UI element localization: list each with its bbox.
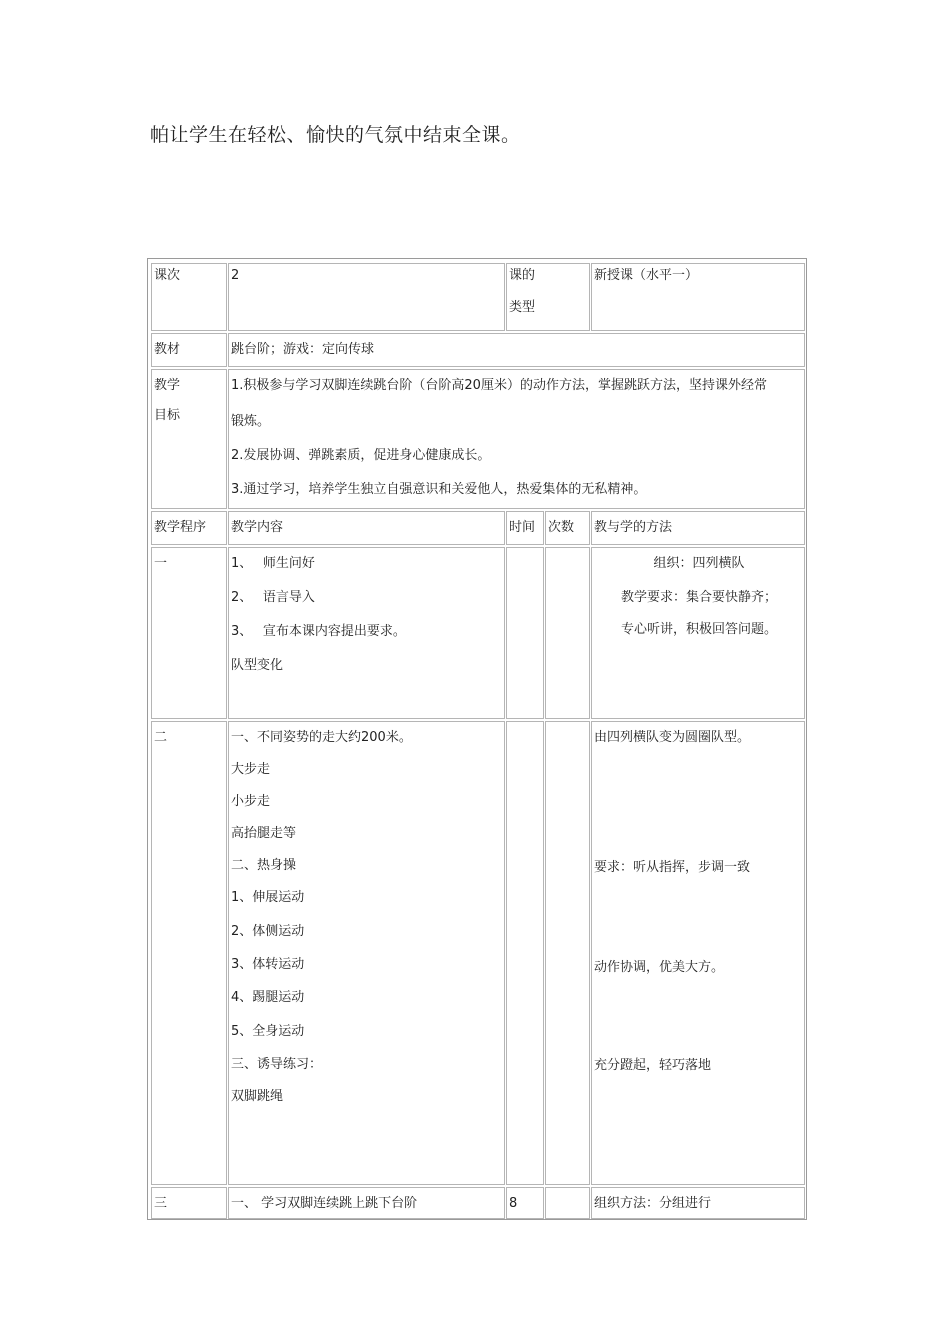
section-1-step: 一: [154, 556, 168, 571]
section-2-item: 二、热身操: [231, 858, 297, 873]
section-1-method-line: 组织：四列横队: [653, 556, 745, 571]
lesson-type-label-1: 课的: [509, 268, 536, 283]
section-3-time: 8: [509, 1196, 518, 1211]
header-procedure-label: 教学程序: [154, 520, 207, 535]
section-2-step-cell: [151, 721, 227, 1185]
goals-label-2: 目标: [154, 408, 181, 423]
section-3-method: 组织方法：分组进行: [594, 1196, 712, 1211]
section-1-step-cell: [151, 547, 227, 719]
section-2-content-cell: [228, 721, 505, 1185]
section-2-item: 3、体转运动: [231, 957, 305, 972]
section-1-time-cell: [506, 547, 544, 719]
goal-1-line-b: 锻炼。: [231, 414, 271, 429]
lesson-type-label-cell: [506, 263, 590, 331]
lesson-type-value-cell: [591, 263, 805, 331]
lesson-type-value: 新授课（水平一）: [594, 268, 699, 283]
material-value: 跳台阶；游戏：定向传球: [231, 342, 375, 357]
header-procedure: [151, 511, 227, 545]
section-1-content-cell: [228, 547, 505, 719]
section-1-item: 3、 宣布本课内容提出要求。: [231, 624, 406, 639]
section-2-time-cell: [506, 721, 544, 1185]
lesson-number-value: 2: [231, 268, 240, 283]
section-1-item: 队型变化: [231, 658, 284, 673]
goal-3: 3.通过学习，培养学生独立自强意识和关爱他人，热爱集体的无私精神。: [231, 482, 647, 497]
section-3-step-cell: [151, 1187, 227, 1219]
section-2-method-line: 动作协调，优美大方。: [594, 960, 725, 975]
goals-value-cell: [228, 369, 805, 509]
section-1-method-cell: [591, 547, 805, 719]
section-1-item: 2、 语言导入: [231, 590, 315, 605]
material-label: 教材: [154, 342, 181, 357]
header-count: [545, 511, 590, 545]
section-2-step: 二: [154, 730, 168, 745]
lesson-type-label-2: 类型: [509, 300, 536, 315]
header-content: [228, 511, 505, 545]
header-time: [506, 511, 544, 545]
section-1-method-line: 专心听讲，积极回答问题。: [620, 622, 777, 637]
section-1-count-cell: [545, 547, 590, 719]
header-content-label: 教学内容: [231, 520, 284, 535]
goal-2: 2.发展协调、弹跳素质，促进身心健康成长。: [231, 448, 491, 463]
section-3-time-cell: [506, 1187, 544, 1219]
section-2-item: 4、踢腿运动: [231, 990, 305, 1005]
section-1-method-line: 教学要求：集合要快静齐；: [620, 590, 777, 605]
section-2-method-line: 充分蹬起，轻巧落地: [594, 1058, 712, 1073]
section-2-item: 高抬腿走等: [231, 826, 297, 841]
section-3-step: 三: [154, 1196, 168, 1211]
lesson-number-label: 课次: [154, 268, 181, 283]
material-value-cell: [228, 333, 805, 367]
section-2-method-cell: [591, 721, 805, 1185]
section-3-content-cell: [228, 1187, 505, 1219]
lesson-number-value-cell: [228, 263, 505, 331]
section-2-item: 1、伸展运动: [231, 890, 305, 905]
material-label-cell: [151, 333, 227, 367]
header-method: [591, 511, 805, 545]
section-2-count-cell: [545, 721, 590, 1185]
section-2-item: 双脚跳绳: [231, 1089, 284, 1104]
goals-label-1: 教学: [154, 378, 181, 393]
goals-label-cell: [151, 369, 227, 509]
section-2-item: 2、体侧运动: [231, 924, 305, 939]
section-3-count-cell: [545, 1187, 590, 1219]
lesson-number-label-cell: [151, 263, 227, 331]
section-3-item: 一、 学习双脚连续跳上跳下台阶: [231, 1196, 418, 1211]
lesson-plan-table: [147, 258, 807, 1220]
section-2-method-line: 由四列横队变为圆圈队型。: [594, 730, 751, 745]
section-2-item: 三、诱导练习：: [231, 1057, 323, 1072]
header-time-label: 时间: [509, 520, 536, 535]
header-method-label: 教与学的方法: [594, 520, 673, 535]
goal-1-line-a: 1.积极参与学习双脚连续跳台阶（台阶高20厘米）的动作方法，掌握跳跃方法，坚持课外经常: [231, 378, 767, 393]
section-2-item: 一、不同姿势的走大约200米。: [231, 730, 412, 745]
section-2-item: 小步走: [231, 794, 271, 809]
section-3-method-cell: [591, 1187, 805, 1219]
intro-paragraph: 帕让学生在轻松、愉快的气氛中结束全课。: [150, 124, 521, 146]
section-2-item: 大步走: [231, 762, 271, 777]
section-1-item: 1、 师生问好: [231, 556, 315, 571]
section-2-method-line: 要求：听从指挥，步调一致: [594, 860, 751, 875]
header-count-label: 次数: [548, 520, 575, 535]
section-2-item: 5、全身运动: [231, 1024, 305, 1039]
